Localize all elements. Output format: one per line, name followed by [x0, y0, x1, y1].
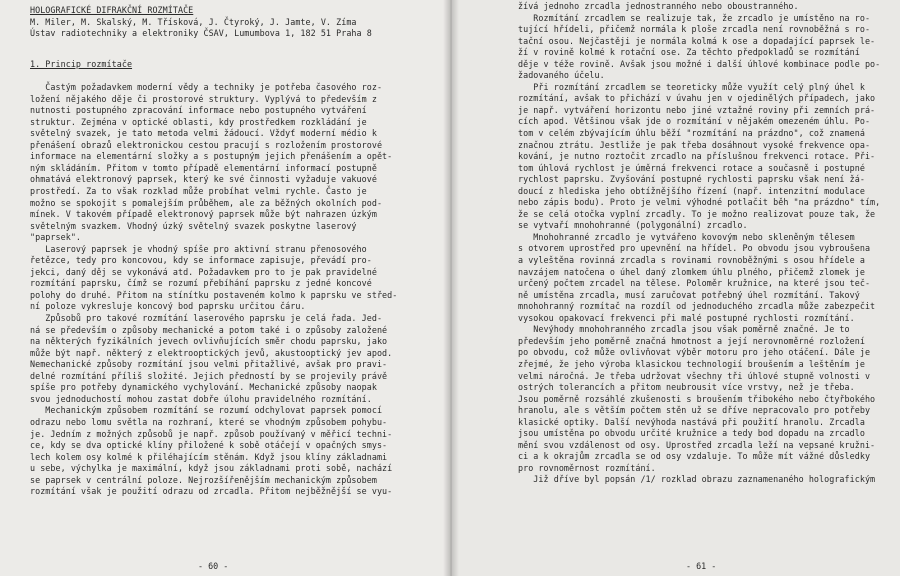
right-text-line: ostrých tolerancích a přitom neubrousit více vrstvy, než je třeba. — [518, 382, 855, 393]
left-text-line: u sebe, výchylka je maximální, když jsou základnami proti sobě, nachází — [30, 463, 393, 474]
left-text-line: prostředí. Za to však rozklad může probíhat velmi rychle. Často je — [30, 186, 367, 197]
left-text-line: lech kolem osy kolmé k přiléhajícím stěnám. Když jsou klíny základnami — [30, 451, 388, 462]
left-text-line: ní poloze vykresluje koncový bod paprsku určitou čáru. — [30, 301, 306, 312]
right-text-line: mnohohranný rozmítač na rozdíl od jednoduchého zrcadla může zabezpečit — [518, 301, 876, 312]
left-text-line: světelný svazek, je tato metoda velmi žádoucí. Vždyť moderní médio k — [30, 128, 377, 139]
right-text-line: ně umístěna zrcadla, musí zaručovat potřebný úhel rozmítání. Takový — [518, 289, 860, 300]
article-header — [30, 5, 372, 40]
left-text-line: Mechanickým způsobem rozmítání se rozumí odchylovat paprsek pomocí — [30, 405, 383, 416]
left-text-line: jekci, daný děj se vykonává atd. Požadavkem pro to je pak pravidelné — [30, 266, 377, 277]
left-text-line — [30, 71, 397, 83]
right-text-line: nebo zápis bodu). Proto je velmi výhodné potlačit běh "na prázdno" tím, — [518, 197, 881, 208]
right-text-line: rozmítání, avšak to přichází v úvahu jen v ojedinělých případech, jako — [518, 93, 876, 104]
right-text-line: Již dříve byl popsán /1/ rozklad obrazu zaznamenaného holografickým — [518, 474, 876, 485]
left-text-line: Nemechanické způsoby rozmítání jsou velmi přitažlivé, avšak pro pravi- — [30, 359, 388, 370]
left-text-line: ným skládáním. Přitom v tomto případě elementární informací postupně — [30, 162, 377, 173]
right-text-line: Rozmítání zrcadlem se realizuje tak, že zrcadlo je umístěno na ro- — [518, 12, 871, 23]
left-text-line: odrazu nebo lomu světla na rozhraní, které se vhodným způsobem pohybu- — [30, 416, 388, 427]
left-text-line: Častým požadavkem moderní vědy a techniky je potřeba časového roz- — [30, 82, 383, 93]
left-text-line: Způsobů pro takové rozmítání laserového paprsku je celá řada. Jed- — [30, 313, 383, 324]
left-text-line: informace na elementární složky a s postupným jejich přenášením a opět- — [30, 151, 393, 162]
article-title: HOLOGRAFICKÉ DIFRAKČNÍ ROZMÍTAČE — [30, 5, 194, 15]
left-text-line: Laserový paprsek je vhodný spíše pro aktivní stranu přenosového — [30, 243, 367, 254]
right-text-line: značnou ztrátu. Jestliže je pak třeba dosáhnout vysoké frekvence opa- — [518, 139, 871, 150]
left-text-line: světelným svazkem. Vhodný úzký světelný svazek poskytne laserový — [30, 220, 357, 231]
right-text-line: a vyleštěna rovinná zrcadla s rovinami rovnoběžnými s osou hřídele a — [518, 255, 865, 266]
left-text-line: svou jednoduchostí mohou zastat dobře úlohu pravidelného rozmítání. — [30, 393, 372, 404]
left-text-line: se paprsek v centrální poloze. Nejrozšířenějším mechanickým způsobem — [30, 474, 377, 485]
left-text-line: přenášení obrazů elektronickou cestou pracují s rozložením prostorové — [30, 139, 383, 150]
right-text-line: především jeho poměrně značná hmotnost a její nerovnoměrné rozložení — [518, 335, 865, 346]
right-text-line: tační osou. Nejčastěji je normála kolmá k ose a dopadající paprsek le- — [518, 35, 876, 46]
left-text-line: ce, kdy se dva optické klíny přiložené k sobě otáčejí v opačných smys- — [30, 440, 388, 451]
affiliation-line: Ústav radiotechniky a elektroniky ČSAV, Lumumbova 1, 182 51 Praha 8 — [30, 28, 372, 39]
left-text-line: nutnosti postupného zpracování informace nebo postupného vytváření — [30, 105, 367, 116]
right-text-line: klasické optiky. Další nevýhoda nastává při použití hranolu. Zrcadla — [518, 416, 865, 427]
right-text-line: tom v celém zbývajícím úhlu běží "rozmítání na prázdno", což znamená — [518, 128, 865, 139]
right-text-line: žívá jednoho zrcadla jednostranného nebo oboustranného. — [518, 1, 799, 11]
left-text-line: na některých fyzikálních jevech ovlivňujících směr chodu paprsku, jako — [30, 336, 388, 347]
left-text-line: možno se spokojit s pomalejším průběhem, ale za běžných okolních pod- — [30, 197, 383, 208]
right-text-line: velmi náročná. Je třeba udržovat všechny tři úhlové stupně volnosti v — [518, 370, 871, 381]
right-text-line: rychlost paprsku. Zvyšování postupné rychlosti paprsku však není žá- — [518, 174, 865, 185]
page-number-left: - 60 - — [198, 561, 229, 571]
left-text-line: může být např. některý z elektrooptických jevů, akustooptický jev apod. — [30, 347, 393, 358]
right-text-line: děje v téže rovině. Avšak jsou možné i další úhlové kombinace podle po- — [518, 58, 881, 69]
left-page-body-text — [30, 59, 397, 498]
right-text-line: Jsou poměrně rozsáhlé zkušenosti s broušením třibokého nebo čtyřbokého — [518, 393, 876, 404]
right-text-line: doucí z hlediska jeho obtížnějšího řízení (např. intenzitní modulace — [518, 185, 865, 196]
right-text-line: kování, je nutno roztočit zrcadlo na příslušnou frekvenci rotace. Při- — [518, 151, 876, 162]
right-text-line: že se celá otočka vyplní zrcadly. To je možno realizovat pouze tak, že — [518, 208, 876, 219]
right-text-line: Při rozmítání zrcadlem se teoreticky může využít celý plný úhel k — [518, 81, 865, 92]
book-gutter-shadow — [443, 0, 459, 576]
left-text-line: ohmatává elektronový paprsek, který ke své činnosti vyžaduje vakuové — [30, 174, 377, 185]
left-text-line: polohy do druhé. Přitom na stínítku postaveném kolmo k paprsku ve střed- — [30, 289, 398, 300]
right-text-line: cích apod. Většinou však jde o rozmítání v nějakém omezeném úhlu. Po- — [518, 116, 871, 127]
right-text-line: zřejmé, že jeho výroba klasickou technologií broušením a leštěním je — [518, 358, 865, 369]
right-text-line: jsou umístěna po obvodu určité kružnice a tedy bod dopadu na zrcadlo — [518, 428, 865, 439]
left-text-line: "paprsek". — [30, 232, 82, 243]
left-text-line: 1. Princip rozmítače — [30, 59, 133, 69]
right-text-line: Mnohohranné zrcadlo je vytvářeno kovovým nebo skleněným tělesem — [518, 231, 855, 242]
left-text-line: ná se především o způsoby mechanické a potom také i o způsoby založené — [30, 324, 388, 335]
right-text-line: s otvorem uprostřed pro upevnění na hřídel. Po obvodu jsou vybroušena — [518, 243, 871, 254]
right-text-line: po obvodu, což může ovlivňovat výběr motoru pro jeho otáčení. Dále je — [518, 347, 871, 358]
right-text-line: mění svou vzdálenost od osy. Uprostřed zrcadla leží na vepsané kružni- — [518, 439, 876, 450]
left-text-line: delné rozmítání příliš složité. Jejich předností by se projevily právě — [30, 370, 388, 381]
right-text-line: je např. vytváření horizontu nebo jiné vztažné roviny při zemních prá- — [518, 104, 876, 115]
left-text-line: rozmítání paprsku, čímž se rozumí přebíhání paprsku z jedné koncové — [30, 278, 372, 289]
page-number-right: - 61 - — [686, 561, 717, 571]
right-text-line: tom úhlová rychlost je úměrná frekvenci rotace a současně i postupné — [518, 162, 865, 173]
right-text-line: ci a k okrajům zrcadla se od osy vzdaluje. To může mít vážné důsledky — [518, 451, 871, 462]
right-text-line: tující hřídeli, přičemž normála k ploše zrcadla není rovnoběžná s ro- — [518, 24, 871, 35]
right-text-line: navzájem natočena o úhel daný zlomkem úhlu plného, přičemž zlomek je — [518, 266, 865, 277]
right-text-line: pro rovnoměrnost rozmítání. — [518, 462, 656, 473]
left-text-line: je. Jedním z možných způsobů je např. způsob používaný v měřicí techni- — [30, 428, 393, 439]
right-text-line: žadovaného účelu. — [518, 70, 605, 81]
left-text-line: mínek. V takovém případě elektronový paprsek může být nahrazen úzkým — [30, 209, 377, 220]
right-text-line: se vytvaří mnohohranné (polygonální) zrcadlo. — [518, 220, 748, 231]
left-text-line: ložení nějakého děje či prostorové struktury. Vyplývá to především z — [30, 93, 377, 104]
right-text-line: hranolu, ale s větším počtem stěn už se dříve nepracovalo pro potřeby — [518, 405, 871, 416]
left-text-line: řetězce, tedy pro koncovou, kdy se informace zapisuje, převádí pro- — [30, 255, 372, 266]
right-text-line: ží v rovině kolmé k rotační ose. Za těchto předpokladů se rozmítání — [518, 47, 860, 58]
right-page — [450, 0, 900, 576]
author-list: M. Miler, M. Skalský, M. Třísková, J. Čtyroký, J. Jamte, V. Zíma — [30, 16, 357, 27]
right-text-line: vysokou opakovací frekvenci při malé postupné rychlosti rozmítání. — [518, 312, 855, 323]
right-page-body-text — [518, 1, 880, 486]
right-text-line: určený počtem zrcadel na tělese. Poloměr kružnice, na které jsou teč- — [518, 278, 871, 289]
left-text-line: rozmítání však je použití odrazu od zrcadla. Přitom nejběžnější se vyu- — [30, 486, 393, 497]
right-text-line: Nevýhody mnohohranného zrcadla jsou však poměrně značné. Je to — [518, 324, 850, 335]
left-text-line: spíše pro potřeby dynamického vychylování. Mechanické způsoby naopak — [30, 382, 377, 393]
left-text-line: struktur. Zejména v optické oblasti, kdy prostředkem rozkládání je — [30, 116, 367, 127]
